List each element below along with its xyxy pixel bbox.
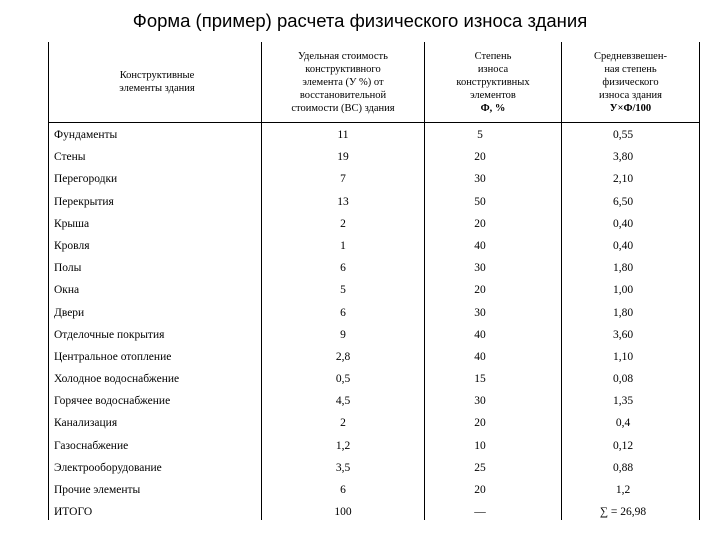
header-line: элементов bbox=[470, 89, 516, 101]
share-value: 5 bbox=[340, 284, 346, 297]
table-row bbox=[0, 213, 720, 235]
share-value: 2 bbox=[340, 417, 346, 430]
wear-value: 30 bbox=[474, 262, 486, 275]
element-name: Перекрытия bbox=[54, 195, 114, 208]
share-value: 7 bbox=[340, 173, 346, 186]
header-line: износа bbox=[477, 63, 509, 75]
wear-value: 10 bbox=[474, 439, 486, 452]
wear-value: — bbox=[474, 506, 486, 519]
share-value: 4,5 bbox=[335, 395, 351, 408]
weighted-wear-value: 1,80 bbox=[612, 306, 634, 319]
element-name: Окна bbox=[54, 284, 80, 297]
element-name: Полы bbox=[54, 262, 82, 275]
wear-value: 20 bbox=[474, 217, 486, 230]
element-name: Отделочные покрытия bbox=[54, 328, 165, 341]
weighted-wear-value: ∑ = 26,98 bbox=[599, 506, 647, 519]
table-row bbox=[0, 124, 720, 146]
table-row bbox=[0, 479, 720, 501]
share-value: 9 bbox=[340, 328, 346, 341]
share-value: 0,5 bbox=[335, 373, 351, 386]
wear-value: 25 bbox=[474, 461, 486, 474]
table-row bbox=[0, 279, 720, 301]
wear-value: 20 bbox=[474, 417, 486, 430]
page-title: Форма (пример) расчета физического износа здания bbox=[132, 10, 588, 31]
table-row bbox=[0, 191, 720, 213]
table-row bbox=[0, 368, 720, 390]
weighted-wear-value: 0,88 bbox=[612, 461, 634, 474]
header-formula: У×Ф/100 bbox=[609, 102, 652, 114]
element-name: Перегородки bbox=[54, 173, 118, 186]
wear-value: 30 bbox=[474, 395, 486, 408]
header-share bbox=[262, 42, 424, 122]
wear-value: 40 bbox=[474, 239, 486, 252]
element-name: Прочие элементы bbox=[54, 484, 141, 496]
wear-value: 40 bbox=[474, 328, 486, 341]
header-divider bbox=[48, 122, 700, 123]
table-body bbox=[0, 124, 720, 523]
weighted-wear-value: 0,55 bbox=[612, 129, 634, 141]
weighted-wear-value: 0,4 bbox=[615, 417, 631, 430]
element-name: Канализация bbox=[54, 417, 118, 430]
header-line: Степень bbox=[474, 50, 512, 62]
header-wear bbox=[425, 42, 561, 122]
wear-value: 30 bbox=[474, 306, 486, 319]
element-name: Горячее водоснабжение bbox=[54, 395, 171, 408]
weighted-wear-value: 0,40 bbox=[612, 239, 634, 252]
wear-value: 20 bbox=[474, 484, 486, 496]
header-line: износа здания bbox=[598, 89, 662, 101]
weighted-wear-value: 3,80 bbox=[612, 151, 634, 164]
share-value: 100 bbox=[334, 506, 352, 519]
share-value: 19 bbox=[337, 151, 349, 164]
element-name: Фундаменты bbox=[54, 129, 118, 141]
table-row bbox=[0, 501, 720, 523]
header-line: восстановительной bbox=[299, 89, 387, 101]
share-value: 2,8 bbox=[335, 350, 351, 363]
header-line: стоимости (ВС) здания bbox=[291, 102, 395, 114]
element-name: Центральное отопление bbox=[54, 350, 172, 363]
table-row bbox=[0, 435, 720, 457]
element-name: Стены bbox=[54, 151, 86, 164]
share-value: 6 bbox=[340, 484, 346, 496]
wear-value: 30 bbox=[474, 173, 486, 186]
header-line: Удельная стоимость bbox=[298, 50, 388, 62]
header-line: конструктивных bbox=[456, 76, 530, 88]
element-name: Газоснабжение bbox=[54, 439, 129, 452]
table-row bbox=[0, 146, 720, 168]
table-row bbox=[0, 302, 720, 324]
table-row bbox=[0, 324, 720, 346]
element-name: Двери bbox=[54, 306, 85, 319]
header-line: физического bbox=[602, 76, 659, 88]
header-formula: Ф, % bbox=[480, 102, 506, 114]
header-line: элементы здания bbox=[119, 83, 195, 94]
header-line: Средневзвешен- bbox=[594, 50, 667, 62]
element-name: Электрооборудование bbox=[54, 461, 162, 474]
share-value: 2 bbox=[340, 217, 346, 230]
wear-value: 50 bbox=[474, 195, 486, 208]
element-name: Холодное водоснабжение bbox=[54, 373, 180, 386]
weighted-wear-value: 1,10 bbox=[612, 350, 634, 363]
header-elements bbox=[62, 42, 252, 122]
weighted-wear-value: 6,50 bbox=[612, 195, 634, 208]
weighted-wear-value: 1,35 bbox=[612, 395, 634, 408]
share-value: 11 bbox=[337, 129, 349, 141]
element-name: ИТОГО bbox=[54, 506, 93, 519]
wear-value: 20 bbox=[474, 151, 486, 164]
weighted-wear-value: 1,80 bbox=[612, 262, 634, 275]
header-line: Конструктивные bbox=[119, 70, 195, 81]
share-value: 6 bbox=[340, 262, 346, 275]
table-row bbox=[0, 235, 720, 257]
weighted-wear-value: 1,2 bbox=[615, 484, 631, 496]
table-row bbox=[0, 346, 720, 368]
share-value: 1,2 bbox=[335, 439, 351, 452]
share-value: 13 bbox=[337, 195, 349, 208]
header-line: ная степень bbox=[604, 63, 657, 75]
share-value: 3,5 bbox=[335, 461, 351, 474]
element-name: Кровля bbox=[54, 239, 90, 252]
table-row bbox=[0, 457, 720, 479]
header-line: элемента (У %) от bbox=[302, 76, 384, 88]
table-row bbox=[0, 168, 720, 190]
wear-value: 20 bbox=[474, 284, 486, 297]
header-line: конструктивного bbox=[305, 63, 381, 75]
weighted-wear-value: 0,12 bbox=[612, 439, 634, 452]
wear-value: 15 bbox=[474, 373, 486, 386]
wear-value: 5 bbox=[477, 129, 483, 141]
share-value: 1 bbox=[340, 239, 346, 252]
weighted-wear-value: 3,60 bbox=[612, 328, 634, 341]
weighted-wear-value: 2,10 bbox=[612, 173, 634, 186]
element-name: Крыша bbox=[54, 217, 90, 230]
table-row bbox=[0, 390, 720, 412]
header-weighted-wear bbox=[562, 42, 699, 122]
wear-value: 40 bbox=[474, 350, 486, 363]
weighted-wear-value: 1,00 bbox=[612, 284, 634, 297]
table-row bbox=[0, 412, 720, 434]
weighted-wear-value: 0,40 bbox=[612, 217, 634, 230]
share-value: 6 bbox=[340, 306, 346, 319]
table-row bbox=[0, 257, 720, 279]
weighted-wear-value: 0,08 bbox=[612, 373, 634, 386]
